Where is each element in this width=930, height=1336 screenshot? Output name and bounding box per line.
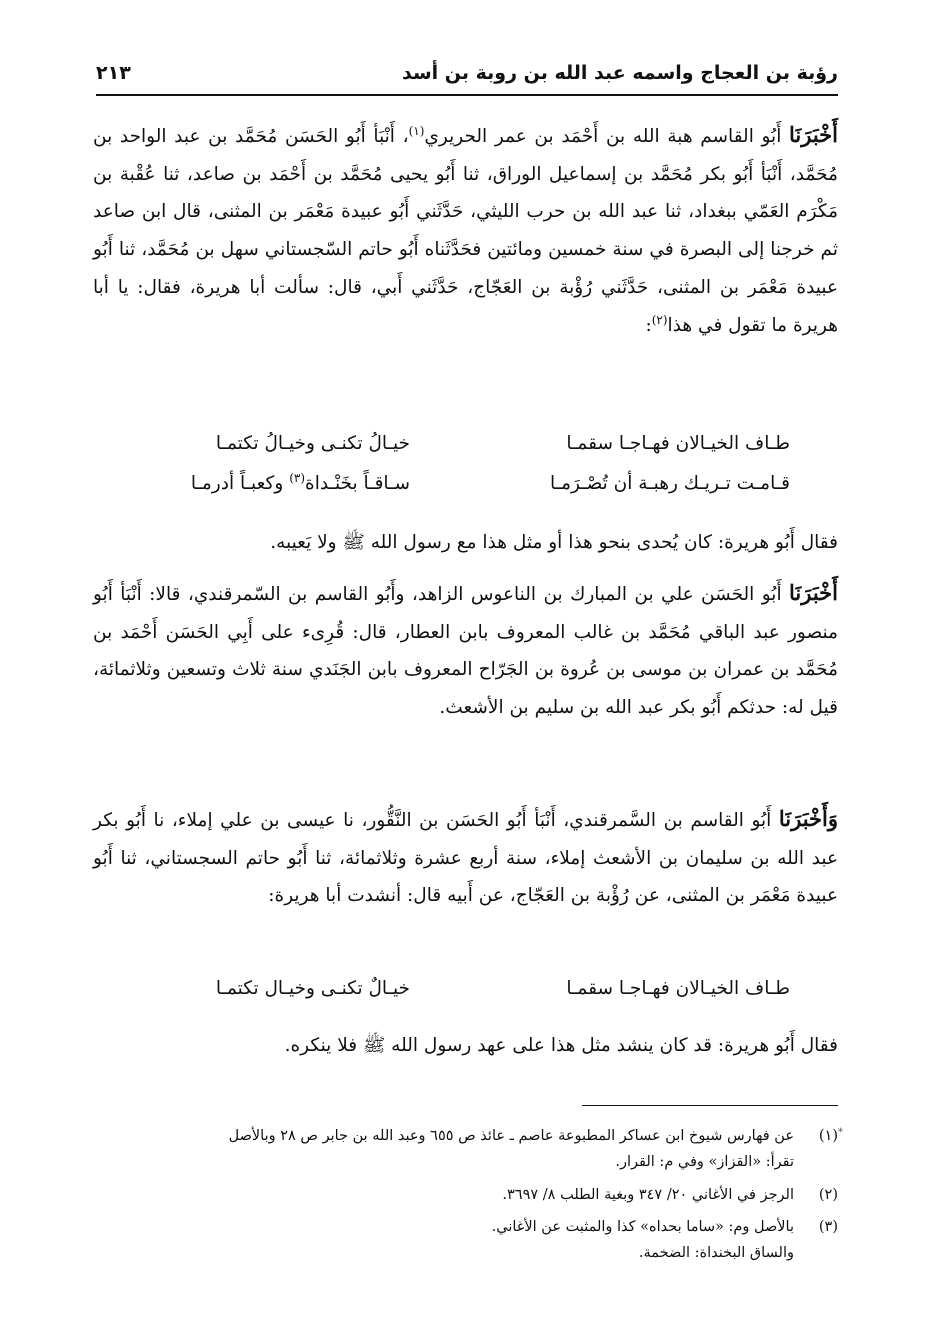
verse-hemistich: قـامـت تـريـك رهبـة أن تُصْـرَمـا [550, 473, 790, 494]
header-rule [96, 94, 838, 96]
verse-hemistich-part: سـاقـاً بخَنْـداة [305, 473, 410, 494]
lead-word-wa-akhbarana: وَأَخْبَرَنَا [778, 806, 838, 831]
verse-hemistich: طـاف الخيـالان فهـاجـا سقمـا [566, 433, 790, 454]
verse-hemistich-part: وكعبـاً أدرمـا [190, 473, 290, 494]
footnote-ref-3[interactable]: (٣) [289, 470, 306, 485]
paragraph-3 [93, 800, 838, 915]
footnote-3 [93, 1214, 838, 1266]
scan-speck: * [838, 1127, 843, 1138]
paragraph-after-verse-1: فقال أَبُو هريرة: كان يُحدى بنحو هذا أو مثل هذا مع رسول الله ﷺ ولا يَعيبه. [270, 532, 838, 553]
verse-hemistich [190, 470, 410, 494]
lead-word-akhbarana: أَخْبَرَنَا [789, 580, 838, 605]
footnote-1 [93, 1123, 838, 1175]
verse-hemistich: طـاف الخيـالان فهـاجـا سقمـا [566, 978, 790, 999]
footnote-text: بالأصل وم: «ساما بحداه» كذا والمثبت عن الأغاني. [491, 1219, 794, 1235]
paragraph-1-text-c: : [645, 314, 652, 336]
verse-hemistich: خيـالُ تكنـى وخيـالُ تكتمـا [215, 433, 410, 454]
footnote-ref-2[interactable]: (٢) [651, 312, 668, 327]
paragraph-2-text: أَبُو الحَسَن علي بن المبارك بن الناعوس الزاهد، وأَبُو القاسم بن السّمرقندي، قالا: أَنْبَأ أَبُو منصور عبد الباقي مُحَمَّد بن غالب المعروف بابن العطار، قال: قُرِىء على أَبِي الحَسَن أَحْمَد بن مُحَمَّد بن عمران بن موسى بن عُروة بن الجَرّاح المعروف بابن الجَنَدي سنة ثلاث وتسعين وثلاثمائة، قيل له: حدثكم أَبُو بكر عبد الله بن سليم بن الأشعث. [93, 584, 838, 719]
lead-word-akhbarana: أَخْبَرَنَا [789, 122, 838, 147]
footnote-continuation: والساق البخنداة: الضخمة. [638, 1245, 794, 1261]
paragraph-1 [93, 116, 838, 344]
verse-1-line-1 [130, 433, 790, 469]
verse-hemistich: خيـالٌ تكنـى وخيـال تكتمـا [215, 978, 410, 999]
footnote-text: الرجز في الأغاني ٢٠/ ٣٤٧ وبغية الطلب ٨/ ٣٦٩٧. [502, 1187, 794, 1203]
footnote-number: (١) [818, 1128, 838, 1144]
paragraph-after-verse-2: فقال أَبُو هريرة: قد كان ينشد مثل هذا على عهد رسول الله ﷺ فلا ينكره. [284, 1035, 838, 1056]
paragraph-3-text: أَبُو القاسم بن السَّمرقندي، أَنْبَأ أَبُو الحَسَن بن النَّقُّور، نا عيسى بن علي إملاء، نا أَبُو بكر عبد الله بن سليمان بن الأشعث إملاء، سنة أربع عشرة وثلاثمائة، ثنا أَبُو حاتم السجستاني، ثنا أَبُو عبيدة مَعْمَر بن المثنى، عن رُؤْبة بن العَجّاج، عن أَبيه قال: أنشدت أبا هريرة: [93, 810, 838, 907]
paragraph-2 [93, 574, 838, 727]
footnote-ref-1[interactable]: (١) [408, 123, 425, 138]
verse-2-line-1 [130, 978, 790, 1014]
paragraph-1-text-a: أَبُو القاسم هبة الله بن أَحْمَد بن عمر الحريري [424, 126, 789, 147]
paragraph-1-text-b: ، أَنْبَأ أَبُو الحَسَن مُحَمَّد بن عبد الواحد بن مُحَمَّد، أَنْبَأ أَبُو بكر مُحَمَّد بن إسماعيل الوراق، ثنا أَبُو يحيى مُحَمَّد بن أَحْمَد بن صاعد، ثنا عُقْبة بن مَكْرَم العَمّي ببغداد، ثنا عبد الله بن حرب الليثي، حَدَّثَني أَبُو عبيدة مَعْمَر بن المثنى، قال ابن صاعد ثم خرجنا إلى البصرة في سنة خمسين ومائتين فحَدَّثَناه أَبُو حاتم السّجستاني سهل بن مُحَمَّد، ثنا أَبُو عبيدة مَعْمَر بن المثنى، حَدَّثَني رُؤْبة بن العَجّاج، حَدَّثَني أَبي، قال: سألت أبا هريرة، فقال: يا أبا هريرة ما تقول في هذا [93, 126, 838, 336]
page-number: ٢١٣ [96, 62, 131, 84]
footnote-number: (٢) [818, 1187, 838, 1203]
footnote-continuation: تقرأ: «القزاز» وفي م: القرار. [615, 1154, 794, 1170]
page-header [96, 62, 838, 92]
footnote-number: (٣) [818, 1219, 838, 1235]
footnote-text: عن فهارس شيوخ ابن عساكر المطبوعة عاصم ـ عائذ ص ٦٥٥ وعبد الله بن جابر ص ٢٨ وبالأصل [228, 1128, 794, 1144]
verse-1-line-2 [130, 470, 790, 509]
running-title: رؤبة بن العجاج واسمه عبد الله بن روبة بن أسد [401, 62, 838, 84]
footnote-2 [93, 1182, 838, 1208]
footnote-separator [582, 1105, 838, 1106]
